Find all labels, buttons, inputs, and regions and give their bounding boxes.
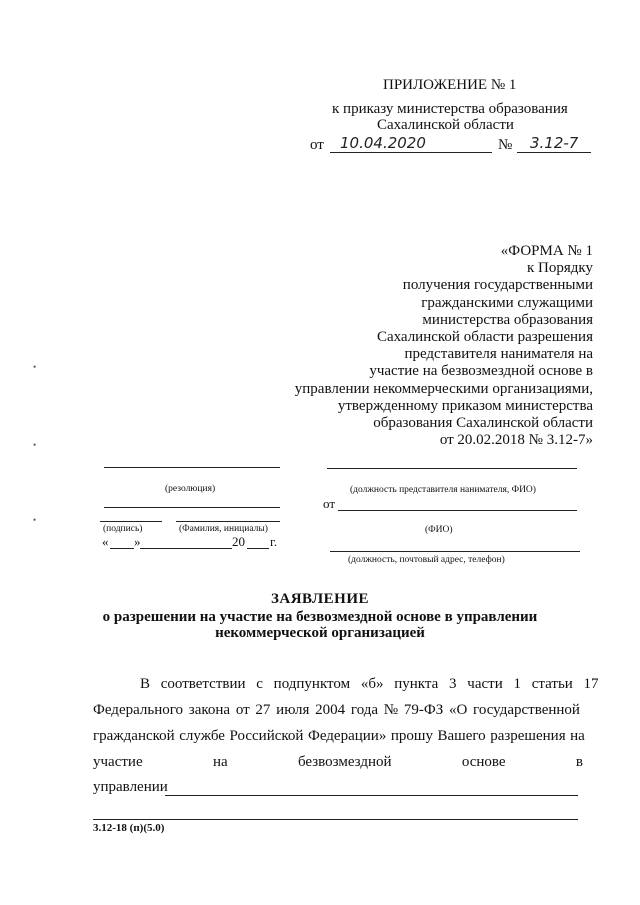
fio-label: (ФИО)	[425, 525, 453, 535]
body-word: участие	[93, 754, 143, 770]
resolution-label: (резолюция)	[165, 484, 216, 494]
resolution-line-1	[104, 467, 280, 468]
form-header-line: участие на безвозмездной основе в	[369, 363, 593, 380]
form-header-line: к Порядку	[527, 260, 593, 277]
date-day-line	[110, 548, 134, 549]
date-open-quote: «	[102, 534, 109, 549]
date-year-line	[247, 548, 269, 549]
form-header-line: «ФОРМА № 1	[500, 243, 593, 259]
statement-title: ЗАЯВЛЕНИЕ	[270, 591, 370, 607]
body-word: в	[575, 754, 583, 770]
form-header-line: министерства образования	[422, 311, 593, 328]
form-header-line: утвержденному приказом министерства	[337, 397, 593, 414]
employer-line-1	[327, 468, 577, 469]
body-word: безвозмездной	[297, 754, 392, 770]
employer-position-label: (должность представителя нанимателя, ФИО)	[350, 485, 536, 495]
appendix-date: 10.04.2020	[340, 134, 426, 152]
body-fill-line-1	[165, 795, 578, 796]
body-line-3: гражданской службе Российской Федерации» прошу Вашего разрешения на	[93, 728, 585, 744]
appendix-date-line	[330, 152, 492, 153]
margin-mark: •	[33, 440, 37, 450]
body-line-4	[93, 754, 583, 771]
appendix-from-label: от	[310, 137, 324, 153]
address-line	[330, 551, 580, 552]
statement-subtitle-2: некоммерческой организацией	[215, 625, 425, 641]
date-year-prefix: 20	[232, 534, 245, 549]
margin-mark: •	[33, 515, 37, 525]
from-label: от	[323, 496, 336, 511]
surname-line	[176, 521, 280, 522]
appendix-line2: Сахалинской области	[377, 117, 514, 133]
date-month-line	[140, 548, 232, 549]
margin-mark: •	[33, 362, 37, 372]
form-header	[295, 243, 593, 449]
form-header-line: образования Сахалинской области	[373, 415, 593, 432]
address-label: (должность, почтовый адрес, телефон)	[348, 555, 505, 565]
body-line-2: Федерального закона от 27 июля 2004 года № 79-ФЗ «О государственной	[93, 702, 580, 718]
appendix-number-line	[517, 152, 591, 153]
form-header-line: управлении некоммерческими организациями,	[294, 380, 593, 397]
form-header-line: от 20.02.2018 № 3.12-7»	[439, 432, 593, 449]
body-line-1: В соответствии с подпунктом «б» пункта 3 части 1 статьи 17	[140, 676, 599, 692]
appendix-title: ПРИЛОЖЕНИЕ № 1	[383, 77, 517, 93]
body-word: на	[212, 754, 228, 770]
form-header-line: представителя нанимателя на	[404, 346, 593, 363]
footer-code: 3.12-18 (п)(5.0)	[93, 822, 165, 834]
date-year-suffix: г.	[270, 534, 278, 549]
body-word: основе	[461, 754, 506, 770]
surname-initials-label: (Фамилия, инициалы)	[179, 524, 268, 534]
signature-label: (подпись)	[103, 524, 143, 534]
statement-subtitle-1: о разрешении на участие на безвозмездной основе в управлении	[102, 609, 538, 625]
signature-line	[100, 521, 162, 522]
form-header-line: получения государственными	[402, 277, 593, 294]
from-line	[338, 510, 577, 511]
resolution-line-2	[104, 507, 280, 508]
body-line-5: управлении	[93, 779, 168, 795]
appendix-number: 3.12-7	[530, 134, 579, 152]
form-header-line: гражданскими служащими	[421, 294, 593, 311]
date-close-quote: »	[134, 534, 141, 549]
body-fill-line-2	[93, 819, 578, 820]
form-header-line: Сахалинской области разрешения	[376, 329, 593, 346]
appendix-line1: к приказу министерства образования	[332, 101, 568, 117]
appendix-number-label: №	[498, 137, 513, 153]
